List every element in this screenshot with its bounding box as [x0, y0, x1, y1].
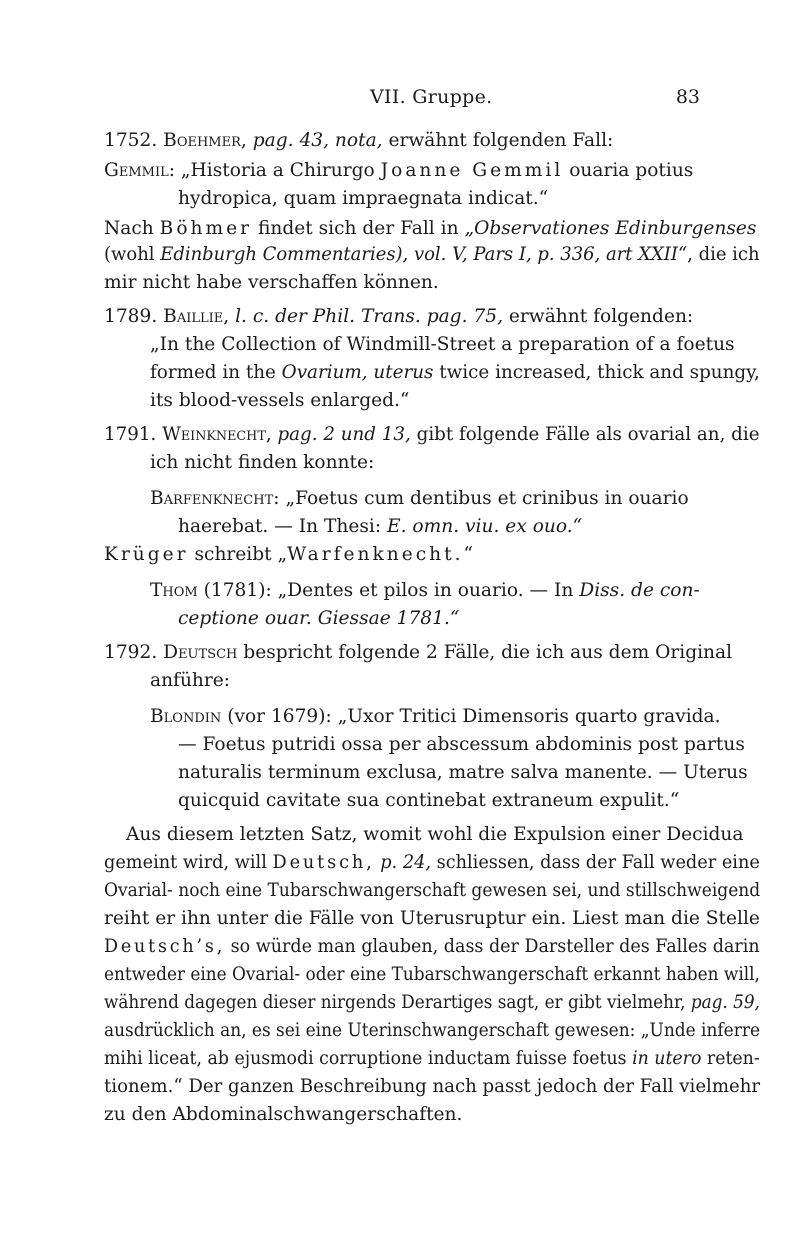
text: „Historia a Chirurgo	[180, 160, 375, 181]
paragraph-line	[104, 242, 760, 268]
quote-line	[150, 578, 700, 604]
text: ausdrücklich an, es sei eine Uterinschwangerschaft gewesen: „Unde inferre	[104, 1020, 760, 1041]
text: so würde man glauben, dass der Darsteller des Falles darin	[230, 936, 760, 957]
text: entweder eine Ovarial- oder eine Tubarschwangerschaft erkannt haben will,	[104, 964, 760, 985]
paragraph-line	[104, 1046, 760, 1072]
term: Ovarium, uterus	[281, 362, 434, 383]
text: mihi liceat, ab ejusmodi corruptione inductam fuisse foetus	[104, 1048, 627, 1069]
paragraph-line	[104, 270, 439, 296]
text: formed in the	[150, 362, 276, 383]
quote-line	[104, 158, 693, 184]
reference: „Observationes Edinburgenses	[464, 218, 757, 239]
entry-1789-line	[104, 304, 693, 330]
quote-line	[150, 486, 689, 512]
text: gemeint wird, will	[104, 852, 267, 873]
text: schliessen, dass der Fall weder eine	[436, 852, 760, 873]
author-name: Thom	[150, 580, 198, 601]
entry-year: 1752.	[104, 130, 158, 151]
paragraph-line	[104, 906, 760, 932]
text: tionem.“ Der ganzen Beschreibung nach passt jedoch der Fall vielmehr	[104, 1076, 761, 1097]
reference: Diss. de con-	[579, 580, 700, 601]
reference: pag. 43, nota,	[252, 130, 383, 151]
paragraph-line	[104, 878, 760, 904]
paragraph-line	[104, 850, 760, 876]
paragraph-line	[150, 668, 230, 694]
text: its blood-vessels enlarged.“	[150, 390, 410, 411]
paragraph-line	[150, 450, 374, 476]
reference: p. 24,	[380, 852, 431, 873]
text: findet sich der Fall in	[257, 218, 459, 239]
quote-line	[178, 606, 459, 632]
text: während dagegen dieser nirgends Derartiges sagt, er gibt vielmehr,	[104, 992, 686, 1013]
paragraph-line	[104, 1102, 462, 1128]
reference: ceptione ouar. Giessae 1781.“	[178, 608, 460, 629]
quote-line	[150, 360, 760, 386]
text: „In the Collection of Windmill-Street a preparation of a foetus	[150, 334, 735, 355]
text: hydropica, quam impraegnata indicat.“	[178, 188, 549, 209]
text: quicquid cavitate sua continebat extraneum expulit.“	[178, 790, 680, 811]
author-name: Weinknecht,	[162, 424, 272, 445]
page-number: 83	[675, 86, 700, 108]
text: Nach	[104, 218, 154, 239]
entry-year: 1789.	[104, 306, 158, 327]
text: (wohl	[104, 244, 155, 265]
quote-line	[150, 704, 721, 730]
spaced-name: Böhmer	[159, 218, 253, 239]
text: bespricht folgende 2 Fälle, die ich aus dem Original	[243, 642, 733, 663]
text: — Foetus putridi ossa per abscessum abdominis post partus	[178, 734, 745, 755]
text: haerebat. — In Thesi:	[178, 516, 382, 537]
entry-1792-line	[104, 640, 732, 666]
reference: Edinburgh Commentaries), vol. V, Pars I, p. 336, art XXII“	[160, 244, 688, 265]
text: (vor 1679): „Uxor Tritici Dimensoris quarto gravida.	[227, 706, 721, 727]
quote-line	[150, 388, 409, 414]
paragraph-line	[104, 216, 756, 242]
paragraph-line	[104, 1018, 760, 1044]
text: schreibt „	[194, 544, 288, 565]
entry-year: 1791.	[104, 424, 157, 445]
text: Ovarial- noch eine Tubarschwangerschaft gewesen sei, und stillschweigend	[104, 880, 761, 901]
author-name: Deutsch	[163, 642, 238, 663]
reference: pag. 59,	[690, 992, 760, 1013]
author-name: Boehmer,	[163, 130, 247, 151]
reference: E. omn. viu. ex ouo.“	[387, 516, 583, 537]
paragraph-line	[104, 1074, 760, 1100]
quote-line	[150, 332, 735, 358]
author-name: Barfenknecht:	[150, 488, 280, 509]
spaced-name: Krüger	[104, 544, 189, 565]
text: erwähnt folgenden Fall:	[388, 130, 614, 151]
text: ich nicht finden konnte:	[150, 452, 375, 473]
author-name: Gemmil:	[104, 160, 175, 181]
text: reten-	[706, 1048, 760, 1069]
spaced-name: Joanne Gemmil	[380, 160, 564, 181]
text: (1781): „Dentes et pilos in ouario. — In	[203, 580, 574, 601]
paragraph-line	[126, 822, 743, 848]
text: zu den Abdominalschwangerschaften.	[104, 1104, 463, 1125]
paragraph-line	[104, 990, 760, 1016]
entry-1791-line	[104, 422, 760, 448]
text: ouaria potius	[569, 160, 694, 181]
author-name: Baillie,	[163, 306, 230, 327]
quote-line	[178, 514, 582, 540]
text: mir nicht habe verschaffen können.	[104, 272, 439, 293]
paragraph-line	[104, 962, 760, 988]
term: in utero	[632, 1048, 702, 1069]
spaced-name: Warfenknecht.“	[287, 544, 477, 565]
quote-line	[178, 186, 548, 212]
text: Aus diesem letzten Satz, womit wohl die Expulsion einer Decidua	[126, 824, 744, 845]
text: „Foetus cum dentibus et crinibus in ouario	[285, 488, 689, 509]
author-name: Blondin	[150, 706, 222, 727]
text: , die ich	[687, 244, 760, 265]
paragraph-line	[104, 542, 476, 568]
quote-line	[178, 760, 748, 786]
reference: l. c. der Phil. Trans. pag. 75,	[235, 306, 503, 327]
text: anführe:	[150, 670, 231, 691]
reference: pag. 2 und 13,	[277, 424, 411, 445]
text: erwähnt folgenden:	[508, 306, 694, 327]
spaced-name: Deutsch’s,	[104, 936, 226, 957]
entry-1752-line	[104, 128, 613, 154]
spaced-name: Deutsch,	[272, 852, 375, 873]
quote-line	[178, 732, 745, 758]
running-head: VII. Gruppe.	[370, 86, 493, 108]
page-header	[0, 84, 800, 114]
entry-year: 1792.	[104, 642, 158, 663]
paragraph-line	[104, 934, 760, 960]
quote-line	[178, 788, 679, 814]
text: naturalis terminum exclusa, matre salva manente. — Uterus	[178, 762, 748, 783]
text: twice increased, thick and spungy,	[439, 362, 760, 383]
text: gibt folgende Fälle als ovarial an, die	[416, 424, 760, 445]
text: reiht er ihn unter die Fälle von Uterusruptur ein. Liest man die Stelle	[104, 908, 760, 929]
